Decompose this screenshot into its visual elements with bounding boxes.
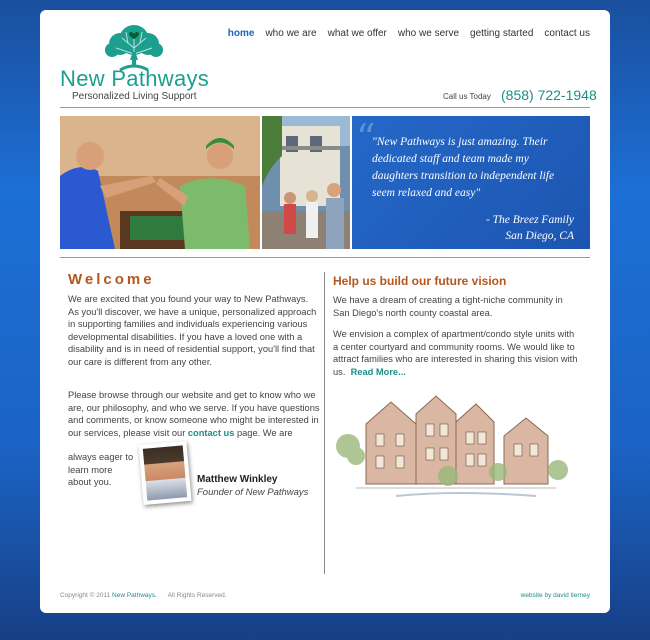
nav-what-we-offer[interactable]: what we offer [327, 28, 387, 39]
welcome-paragraph-2-tail: always eager to learn more about you. [68, 452, 134, 487]
testimonial-box [352, 116, 590, 249]
nav-getting-started[interactable]: getting started [470, 28, 534, 39]
quote-mark-icon: “ [356, 116, 376, 160]
column-divider [324, 272, 325, 574]
hero-photo-friends [60, 116, 260, 249]
photo-divider [60, 257, 590, 258]
founder-avatar [138, 441, 191, 505]
vision-paragraph-1: We have a dream of creating a tight-niche community in San Diego's north county coastal area. [333, 295, 563, 318]
founder-title: Founder of New Pathways [197, 487, 309, 498]
vision-paragraph-2-text: We envision a complex of apartment/condo style units with a center courtyard and community rooms. We would like to attract families who are interested in sharing this vision with us. [333, 329, 578, 377]
nav-who-we-serve[interactable]: who we serve [397, 28, 460, 39]
read-more-link[interactable]: Read More... [350, 366, 406, 377]
brand-name[interactable]: New Pathways [60, 66, 210, 91]
community-illustration [336, 384, 576, 504]
nav-contact-us[interactable]: contact us [544, 28, 590, 39]
main-nav [228, 28, 590, 39]
contact-us-link[interactable]: contact us [187, 427, 235, 438]
footer-credit-link[interactable]: website by david tierney [520, 592, 590, 599]
call-label: Call us Today [443, 92, 491, 101]
copyright-link[interactable]: New Pathways. [112, 592, 157, 599]
vision-heading: Help us build our future vision [333, 274, 507, 288]
founder-name: Matthew Winkley [197, 474, 278, 485]
welcome-paragraph-2-text: Please browse through our website and get to know who we are, our philosophy, and who we serve. If you have questions and comments, or know someone who might be interested in our services, please visit our [68, 390, 320, 438]
brand-tagline: Personalized Living Support [72, 91, 197, 102]
attribution-location: San Diego, CA [505, 230, 574, 242]
nav-home[interactable]: home [227, 28, 255, 39]
attribution-name: - The Breez Family [485, 214, 574, 226]
testimonial-attribution [486, 212, 574, 244]
hero-photo-group [262, 116, 350, 249]
nav-who-we-are[interactable]: who we are [265, 28, 317, 39]
page-container [40, 10, 610, 613]
vision-paragraph-2 [333, 328, 581, 378]
testimonial-text: "New Pathways is just amazing. Their dedicated staff and team made my daughters transition to independent life seem relaxed and easy" [372, 136, 555, 199]
rights-text: All Rights Reserved. [167, 592, 227, 599]
header-divider [60, 107, 590, 108]
welcome-paragraph-1: We are excited that you found your way to New Pathways. As you'll discover, we have a unique, personalized approach in supporting families and individuals experiencing various developmental disabilities. If you have a loved one with a disability and is in need of residential support, you'll find that our care is different from any other. [68, 294, 317, 367]
welcome-paragraph-2-end: page. We are [234, 427, 293, 438]
phone-number: (858) 722-1948 [501, 87, 597, 103]
welcome-paragraph-2 [68, 389, 320, 439]
copyright-text: Copyright © 2011 [60, 592, 111, 599]
welcome-heading: Welcome [68, 271, 155, 288]
footer-copyright [60, 592, 227, 599]
